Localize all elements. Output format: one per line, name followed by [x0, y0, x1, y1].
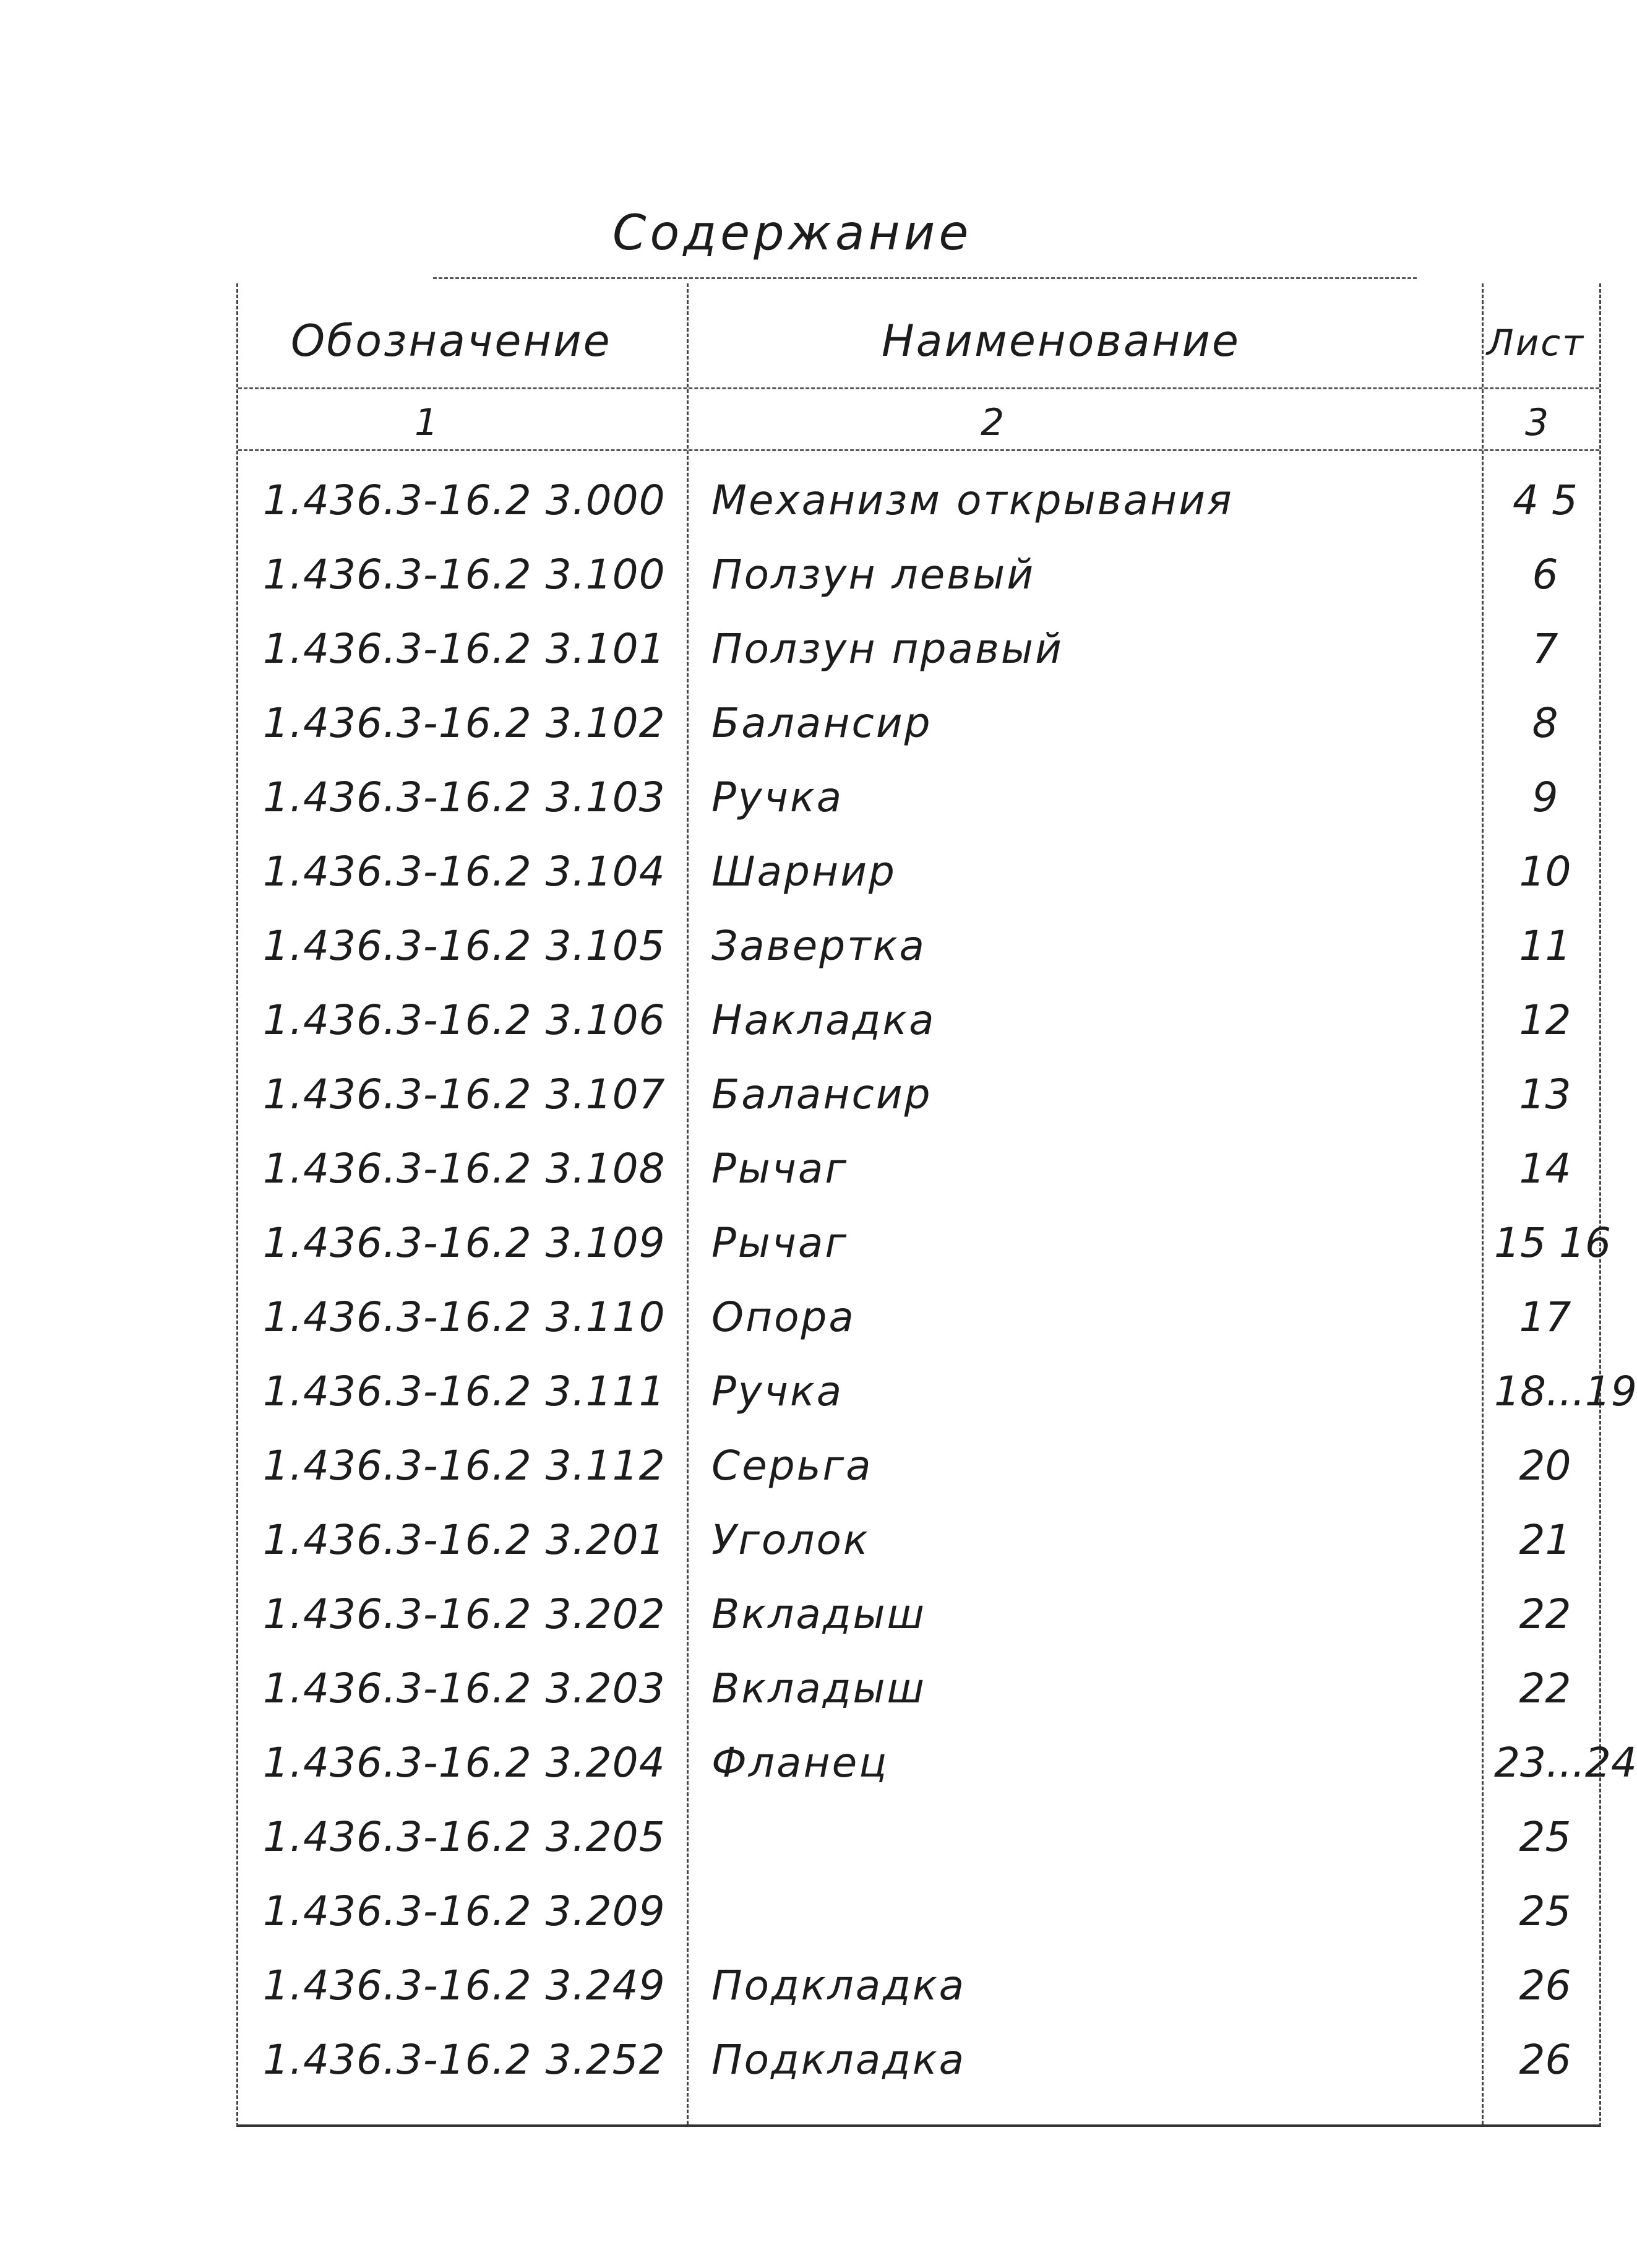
row-name: Механизм открывания: [711, 476, 1234, 524]
row-designation: 1.436.3-16.2 3.000: [263, 476, 666, 524]
row-sheet: 26: [1519, 1962, 1571, 2009]
header-sheet: Лист: [1487, 322, 1585, 364]
row-designation: 1.436.3-16.2 3.110: [263, 1293, 666, 1341]
row-name: Вкладыш: [711, 1590, 926, 1638]
table-row: [238, 1577, 1599, 1651]
table-row: [238, 1800, 1599, 1874]
header-name: Наименование: [882, 316, 1240, 366]
row-designation: 1.436.3-16.2 3.249: [263, 1962, 666, 2009]
row-designation: 1.436.3-16.2 3.202: [263, 1590, 666, 1638]
table-row: [238, 1651, 1599, 1725]
row-designation: 1.436.3-16.2 3.104: [263, 848, 666, 895]
row-sheet: 26: [1519, 2036, 1571, 2084]
row-sheet: 4 5: [1513, 476, 1578, 524]
table-row: [238, 1280, 1599, 1354]
row-sheet: 11: [1519, 922, 1571, 970]
row-name: Ручка: [711, 1368, 844, 1415]
row-name: Ручка: [711, 774, 844, 821]
table-row: [238, 1057, 1599, 1131]
row-sheet: 21: [1519, 1516, 1571, 1564]
table-row: [238, 1725, 1637, 1800]
row-designation: 1.436.3-16.2 3.102: [263, 699, 666, 747]
table-row: [238, 2022, 1599, 2097]
row-name: Уголок: [711, 1516, 870, 1564]
row-sheet: 25: [1519, 1813, 1571, 1861]
table-row: [238, 834, 1599, 908]
row-name: Завертка: [711, 922, 926, 970]
row-sheet: 22: [1519, 1665, 1571, 1712]
row-sheet: 18...19: [1494, 1368, 1637, 1415]
row-designation: 1.436.3-16.2 3.112: [263, 1442, 666, 1490]
row-name: Балансир: [711, 699, 932, 747]
row-name: Подкладка: [711, 2036, 966, 2084]
row-sheet: 8: [1532, 699, 1558, 747]
header-bottom-line: [238, 449, 1599, 451]
header-col-number-2: 2: [981, 401, 1005, 444]
row-designation: 1.436.3-16.2 3.201: [263, 1516, 666, 1564]
row-sheet: 22: [1519, 1590, 1571, 1638]
table-row: [238, 537, 1599, 611]
row-name: Опора: [711, 1293, 856, 1341]
row-sheet: 20: [1519, 1442, 1571, 1490]
table-row: [238, 1354, 1637, 1428]
header-col-number-3: 3: [1525, 401, 1549, 444]
row-designation: 1.436.3-16.2 3.103: [263, 774, 666, 821]
row-name: Серьга: [711, 1442, 873, 1490]
row-name: Вкладыш: [711, 1665, 926, 1712]
row-designation: 1.436.3-16.2 3.109: [263, 1219, 666, 1267]
table-row: [238, 983, 1599, 1057]
row-name: Рычаг: [711, 1219, 849, 1267]
table-row: [238, 1948, 1599, 2022]
row-designation: 1.436.3-16.2 3.101: [263, 625, 666, 673]
table-row: [238, 1205, 1611, 1280]
table-row: [238, 463, 1599, 537]
row-sheet: 13: [1519, 1071, 1571, 1118]
row-name: Ползун правый: [711, 625, 1063, 673]
row-sheet: 17: [1519, 1293, 1571, 1341]
row-designation: 1.436.3-16.2 3.108: [263, 1145, 666, 1192]
row-name: Накладка: [711, 996, 936, 1044]
row-sheet: 15 16: [1494, 1219, 1611, 1267]
table-row: [238, 1874, 1599, 1948]
row-designation: 1.436.3-16.2 3.106: [263, 996, 666, 1044]
row-sheet: 25: [1519, 1887, 1571, 1935]
table-row: [238, 611, 1599, 686]
row-sheet: 12: [1519, 996, 1571, 1044]
table-row: [238, 908, 1599, 983]
row-designation: 1.436.3-16.2 3.252: [263, 2036, 666, 2084]
row-sheet: 23...24: [1494, 1739, 1637, 1787]
contents-table: [236, 283, 1637, 2127]
row-sheet: 10: [1519, 848, 1571, 895]
row-name: Шарнир: [711, 848, 896, 895]
row-designation: 1.436.3-16.2 3.105: [263, 922, 666, 970]
table-row: [238, 686, 1599, 760]
table-row: [238, 1131, 1599, 1205]
row-name: Фланец: [711, 1739, 889, 1787]
row-name: Ползун левый: [711, 551, 1036, 598]
row-sheet: 14: [1519, 1145, 1571, 1192]
row-designation: 1.436.3-16.2 3.107: [263, 1071, 666, 1118]
row-name: Балансир: [711, 1071, 932, 1118]
header-col-number-1: 1: [415, 401, 439, 444]
title-underline: [433, 277, 1417, 279]
row-designation: 1.436.3-16.2 3.209: [263, 1887, 666, 1935]
table-row: [238, 760, 1599, 834]
page-title: Содержание: [612, 205, 973, 261]
row-name: Подкладка: [711, 1962, 966, 2009]
table-row: [238, 1503, 1599, 1577]
header-divider: [238, 387, 1599, 389]
row-designation: 1.436.3-16.2 3.111: [263, 1368, 666, 1415]
row-designation: 1.436.3-16.2 3.204: [263, 1739, 666, 1787]
table-row: [238, 1428, 1599, 1503]
row-designation: 1.436.3-16.2 3.205: [263, 1813, 666, 1861]
row-designation: 1.436.3-16.2 3.203: [263, 1665, 666, 1712]
row-designation: 1.436.3-16.2 3.100: [263, 551, 666, 598]
row-sheet: 6: [1532, 551, 1558, 598]
header-designation: Обозначение: [291, 316, 612, 366]
row-sheet: 9: [1532, 774, 1558, 821]
row-name: Рычаг: [711, 1145, 849, 1192]
row-sheet: 7: [1532, 625, 1558, 673]
